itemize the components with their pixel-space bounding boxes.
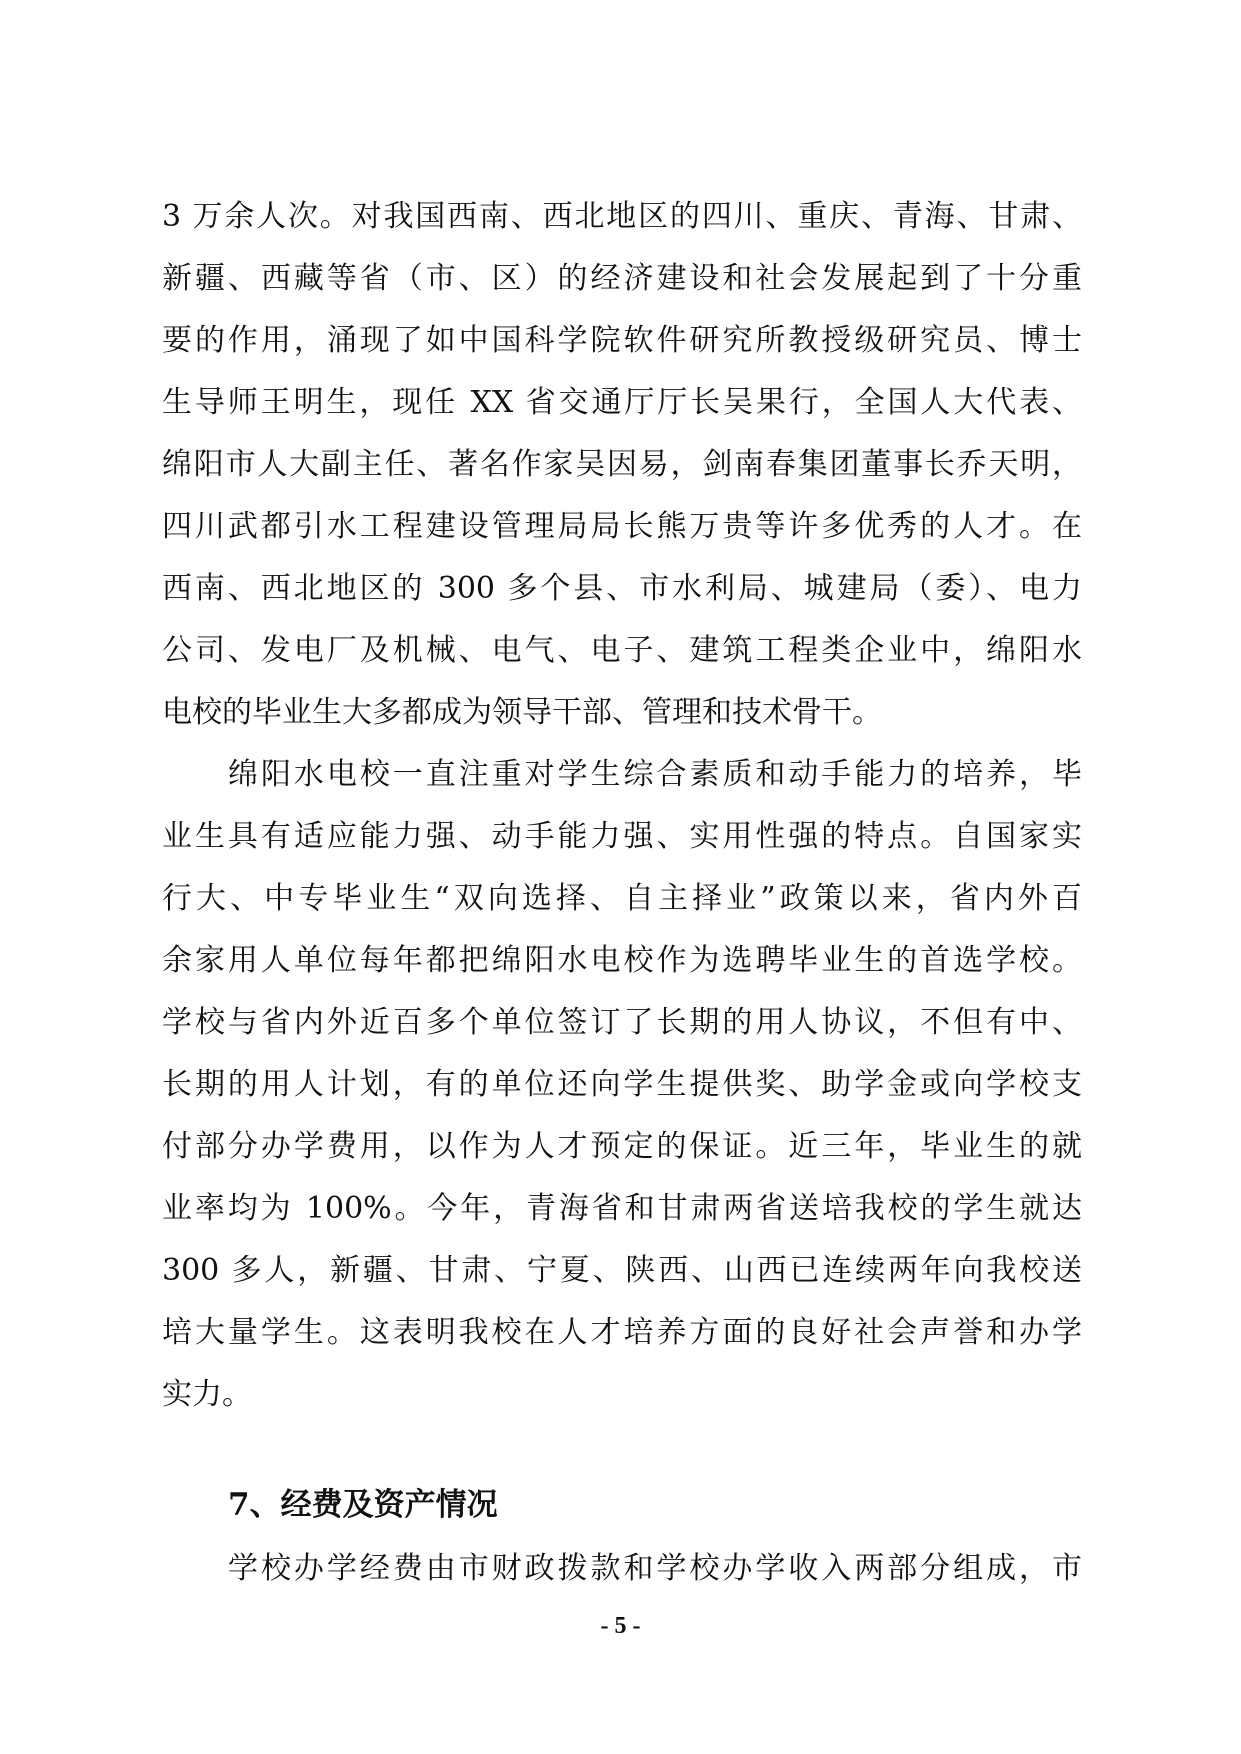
text-line: 业生具有适应能力强、动手能力强、实用性强的特点。自国家实	[162, 819, 1082, 854]
text-line: 四川武都引水工程建设管理局局长熊万贵等许多优秀的人才。在	[162, 509, 1082, 544]
text-line: 公司、发电厂及机械、电气、电子、建筑工程类企业中，绵阳水	[162, 633, 1082, 668]
text-line: 3 万余人次。对我国西南、西北地区的四川、重庆、青海、甘肃、	[162, 199, 1082, 234]
text-line: 绵阳水电校一直注重对学生综合素质和动手能力的培养，毕	[228, 757, 1082, 792]
text-line: 付部分办学费用，以作为人才预定的保证。近三年，毕业生的就	[162, 1129, 1082, 1164]
section-heading: 7、经费及资产情况	[228, 1487, 498, 1523]
text-line: 300 多人，新疆、甘肃、宁夏、陕西、山西已连续两年向我校送	[162, 1253, 1082, 1288]
text-line: 学校与省内外近百多个单位签订了长期的用人协议，不但有中、	[162, 1005, 1082, 1040]
text-line: 电校的毕业生大多都成为领导干部、管理和技术骨干。	[162, 695, 882, 730]
text-line: 业率均为 100%。今年，青海省和甘肃两省送培我校的学生就达	[162, 1191, 1082, 1226]
text-line: 余家用人单位每年都把绵阳水电校作为选聘毕业生的首选学校。	[162, 943, 1082, 978]
text-line: 行大、中专毕业生“双向选择、自主择业”政策以来，省内外百	[162, 881, 1082, 916]
text-line: 要的作用，涌现了如中国科学院软件研究所教授级研究员、博士	[162, 323, 1082, 358]
text-line: 生导师王明生，现任 XX 省交通厅厅长吴果行，全国人大代表、	[162, 385, 1082, 420]
page-number: - 5 -	[600, 1613, 641, 1639]
text-line: 西南、西北地区的 300 多个县、市水利局、城建局（委）、电力	[162, 571, 1082, 606]
text-line: 长期的用人计划，有的单位还向学生提供奖、助学金或向学校支	[162, 1067, 1082, 1102]
text-line: 新疆、西藏等省（市、区）的经济建设和社会发展起到了十分重	[162, 261, 1082, 296]
text-line: 培大量学生。这表明我校在人才培养方面的良好社会声誉和办学	[162, 1315, 1082, 1350]
text-line: 学校办学经费由市财政拨款和学校办学收入两部分组成，市	[228, 1551, 1082, 1586]
text-line: 实力。	[162, 1377, 252, 1412]
text-line: 绵阳市人大副主任、著名作家吴因易，剑南春集团董事长乔天明，	[162, 447, 1082, 482]
